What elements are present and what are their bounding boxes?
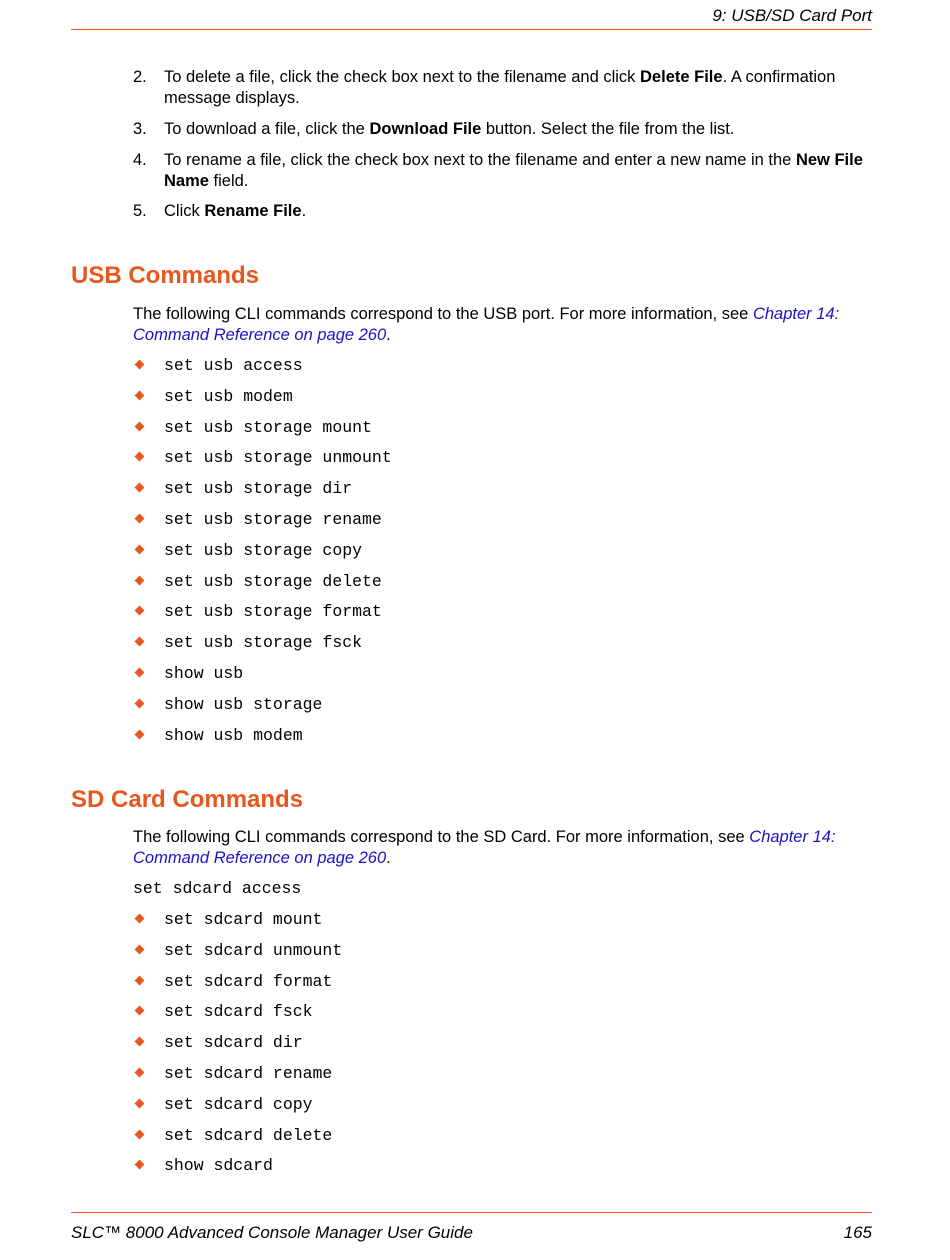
command-text: set usb storage rename [164,510,382,529]
chapter-link[interactable]: Chapter 14: Command Reference on page 260 [133,305,840,344]
page-number: 165 [843,1223,872,1242]
command-text: set sdcard dir [164,1033,303,1053]
diamond-bullet-icon [135,390,145,400]
command-text: set usb modem [164,386,293,406]
command-text: set usb storage fsck [164,633,363,653]
diamond-bullet-icon [135,1129,145,1139]
diamond-bullet-icon [135,1037,145,1047]
command-text: show sdcard [164,1156,273,1176]
sd-card-commands-heading: SD Card Commands [71,786,304,813]
plain-command: set sdcard access [133,879,302,898]
command-text: set usb storage unmount [164,448,392,468]
command-text: set usb storage copy [164,540,363,560]
diamond-bullet-icon [135,1068,145,1078]
command-text: set usb storage mount [164,417,372,437]
header-rule [71,29,872,30]
chapter-link[interactable]: Chapter 14: Command Reference on page 260 [133,828,836,867]
diamond-bullet-icon [135,575,145,585]
diamond-bullet-icon [135,1098,145,1108]
diamond-bullet-icon [135,914,145,924]
footer-rule [71,1212,872,1213]
sd-intro-paragraph: The following CLI commands correspond to the SD Card. For more information, see Chapter 14: Command Reference on page 260. [133,828,836,867]
usb-intro-paragraph: The following CLI commands correspond to the USB port. For more information, see Chapter 14: Command Reference on page 260. [133,305,840,344]
command-text: set sdcard unmount [164,940,343,960]
diamond-bullet-icon [135,1160,145,1170]
command-text: show usb modem [164,725,303,745]
command-text: set sdcard fsck [164,1002,313,1022]
command-text: set usb storage dir [164,479,353,499]
page-header: 9: USB/SD Card Port [712,6,872,25]
diamond-bullet-icon [135,514,145,524]
diamond-bullet-icon [135,1006,145,1016]
command-text: show usb [164,664,244,683]
diamond-bullet-icon [135,668,145,678]
diamond-bullet-icon [135,698,145,708]
usb-commands-heading: USB Commands [71,262,260,289]
step-number: 3. [133,120,147,138]
step-text: To download a file, click the Download File button. Select the file from the list. [164,120,735,138]
diamond-bullet-icon [135,360,145,370]
command-text: set sdcard delete [164,1125,333,1145]
ui-term: Rename File [204,202,302,220]
diamond-bullet-icon [135,544,145,554]
diamond-bullet-icon [135,729,145,739]
diamond-bullet-icon [135,452,145,462]
step-text: To rename a file, click the check box next to the filename and enter a new name in the New File Name field. [164,151,863,190]
step-text: To delete a file, click the check box next to the filename and click Delete File. A confirmation message displays. [164,68,836,107]
ui-term: Download File [369,120,482,138]
page-footer [71,1223,872,1243]
command-text: set sdcard copy [164,1094,313,1114]
step-number: 5. [133,202,147,220]
command-text: set sdcard mount [164,910,323,929]
step-number: 4. [133,151,147,169]
diamond-bullet-icon [135,975,145,985]
command-text: set sdcard format [164,971,333,991]
command-text: set usb storage format [164,602,382,622]
diamond-bullet-icon [135,944,145,954]
command-text: set sdcard rename [164,1064,333,1083]
diamond-bullet-icon [135,421,145,431]
ui-term: New File Name [164,151,863,190]
command-text: show usb storage [164,694,323,714]
diamond-bullet-icon [135,637,145,647]
command-text: set usb storage delete [164,571,382,591]
diamond-bullet-icon [135,483,145,493]
command-text: set usb access [164,356,303,375]
footer-title: SLC™ 8000 Advanced Console Manager User Guide [71,1223,473,1242]
ui-term: Delete File [640,68,723,86]
step-number: 2. [133,68,147,86]
step-text: Click Rename File. [164,202,307,220]
diamond-bullet-icon [135,606,145,616]
